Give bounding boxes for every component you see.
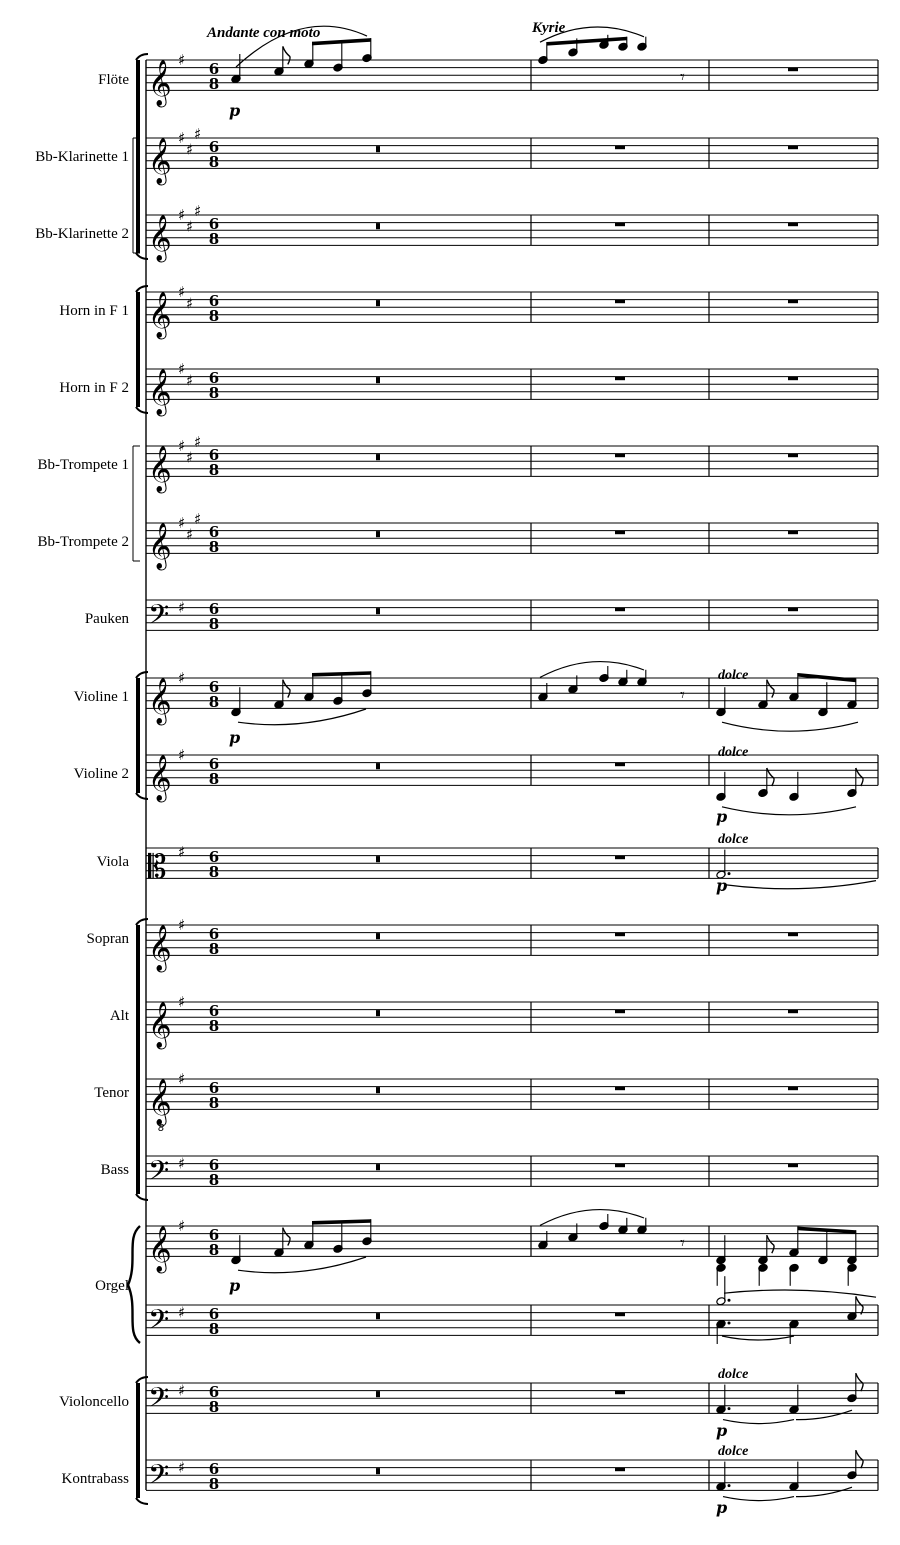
sharp-key-signature-icon: ♯ — [178, 993, 186, 1011]
sharp-key-signature-icon: ♯ — [178, 1381, 186, 1400]
note-flag — [767, 1235, 774, 1253]
staff-horn1 — [146, 292, 878, 322]
time-signature-denominator: 8 — [208, 1398, 220, 1416]
viola-half-note — [716, 850, 731, 880]
time-signature-numerator: 6 — [208, 925, 220, 943]
whole-rest-icon — [788, 531, 798, 535]
instrument-name-orgel: Orgel — [95, 1278, 129, 1294]
instrument-name-kontrabass: Kontrabass — [61, 1471, 129, 1487]
whole-measure-rest-icon — [376, 608, 380, 614]
sharp-key-signature-icon: ♯ — [194, 125, 202, 144]
bass-clef-icon: 𝄢 — [148, 1381, 170, 1420]
violin1-note — [818, 682, 828, 717]
whole-rest-icon — [788, 1164, 798, 1168]
time-signature-denominator: 8 — [208, 1171, 220, 1189]
bracket-bar — [136, 292, 140, 407]
whole-rest-icon — [788, 608, 798, 612]
violin2-note — [789, 772, 799, 802]
time-signature-numerator: 6 — [208, 292, 220, 310]
dynamic-piano: p — [229, 101, 241, 120]
whole-rest-icon — [615, 1010, 625, 1014]
violin1-slur — [540, 662, 644, 678]
whole-rest-icon — [615, 454, 625, 458]
instrument-name-horn-2: Horn in F 2 — [59, 380, 129, 396]
dynamic-piano: p — [716, 1498, 728, 1517]
dynamic-dolce: dolce — [718, 1444, 749, 1459]
note-flag — [856, 1450, 863, 1468]
augmentation-dot — [728, 872, 731, 875]
whole-measure-rest-icon — [376, 933, 380, 939]
treble-clef-icon: 𝄞 — [148, 60, 172, 106]
tie — [723, 1497, 794, 1501]
whole-measure-rest-icon — [376, 377, 380, 383]
staff-sopran — [146, 925, 878, 955]
flute-beam — [547, 37, 627, 46]
flute-note — [274, 46, 290, 76]
whole-measure-rest-icon — [376, 1010, 380, 1016]
staff-orgel-treble — [146, 1226, 878, 1256]
whole-measure-rest-icon — [376, 1391, 380, 1397]
treble-clef-icon: 𝄞 — [148, 1002, 172, 1048]
contrabass-note — [789, 1462, 799, 1492]
bass-clef-icon: 𝄢 — [148, 1154, 170, 1193]
whole-measure-rest-icon — [376, 146, 380, 152]
time-signature-denominator: 8 — [208, 1320, 220, 1338]
eighth-rest-icon: 𝄾 — [680, 1233, 685, 1254]
cello-note — [789, 1385, 799, 1415]
whole-rest-icon — [788, 933, 798, 937]
sharp-key-signature-icon: ♯ — [186, 371, 194, 390]
time-signature-numerator: 6 — [208, 848, 220, 866]
organ-note — [304, 1221, 314, 1250]
whole-measure-rest-icon — [376, 763, 380, 769]
organ-note — [789, 1263, 799, 1286]
sharp-key-signature-icon: ♯ — [186, 140, 194, 159]
note-flag — [767, 680, 774, 698]
time-signature-numerator: 6 — [208, 1460, 220, 1478]
organ-note — [847, 1230, 857, 1265]
sharp-key-signature-icon: ♯ — [194, 202, 202, 221]
dynamic-piano: p — [716, 876, 728, 895]
instrument-name-klarinette-1: Bb-Klarinette 1 — [35, 149, 129, 165]
sharp-key-signature-icon: ♯ — [178, 360, 186, 378]
time-signature-denominator: 8 — [208, 693, 220, 711]
flute-note — [333, 42, 343, 73]
organ-tie — [724, 1290, 876, 1297]
treble-clef-icon: 𝄞 — [148, 292, 172, 338]
whole-rest-icon — [788, 377, 798, 381]
organ-bass-note — [847, 1296, 863, 1321]
sharp-key-signature-icon: ♯ — [178, 51, 186, 69]
whole-measure-rest-icon — [376, 223, 380, 229]
staff-horn2 — [146, 369, 878, 399]
whole-rest-icon — [615, 223, 625, 227]
sharp-key-signature-icon: ♯ — [178, 842, 186, 861]
time-signature-numerator: 6 — [208, 446, 220, 464]
time-signature-denominator: 8 — [208, 153, 220, 171]
violin1-note — [231, 687, 241, 717]
violin2-slur — [722, 807, 856, 815]
organ-note — [362, 1219, 372, 1246]
staff-pauken — [146, 600, 878, 630]
organ-note — [818, 1230, 828, 1265]
viola-tie — [724, 881, 876, 889]
treble-clef-icon: 𝄞 — [148, 1079, 172, 1125]
section-title-kyrie: Kyrie — [532, 20, 566, 36]
whole-rest-icon — [615, 146, 625, 150]
sharp-key-signature-icon: ♯ — [194, 433, 202, 452]
instrument-name-pauken: Pauken — [84, 611, 129, 627]
violin1-note — [789, 673, 799, 702]
instrument-name-violine-1: Violine 1 — [73, 689, 129, 705]
time-signature-denominator: 8 — [208, 1017, 220, 1035]
dynamic-dolce: dolce — [718, 745, 749, 760]
time-signature-denominator: 8 — [208, 230, 220, 248]
sharp-key-signature-icon: ♯ — [186, 448, 194, 467]
sharp-key-signature-icon: ♯ — [178, 1070, 186, 1088]
violin2-note — [847, 768, 863, 798]
whole-measure-rest-icon — [376, 1313, 380, 1319]
time-signature-numerator: 6 — [208, 60, 220, 78]
time-signature-denominator: 8 — [208, 461, 220, 479]
violin1-note — [362, 671, 372, 698]
sub-bracket-trumpets — [133, 446, 140, 561]
augmentation-dot — [728, 1484, 731, 1487]
whole-measure-rest-icon — [376, 531, 380, 537]
note-flag — [856, 1373, 863, 1391]
whole-rest-icon — [615, 933, 625, 937]
organ-note — [789, 1227, 799, 1258]
whole-rest-icon — [615, 1391, 625, 1395]
organ-bass-note — [789, 1319, 799, 1344]
instrument-name-klarinette-2: Bb-Klarinette 2 — [35, 226, 129, 242]
whole-rest-icon — [615, 531, 625, 535]
note-flag — [283, 1228, 290, 1246]
sharp-key-signature-icon: ♯ — [178, 514, 186, 532]
instrument-name-floete: Flöte — [98, 72, 129, 88]
flute-note — [538, 42, 548, 65]
violin1-note — [274, 680, 290, 710]
sharp-key-signature-icon: ♯ — [178, 1154, 186, 1173]
instrument-name-alt: Alt — [109, 1008, 129, 1024]
cello-note — [716, 1385, 731, 1415]
bass-clef-icon: 𝄢 — [148, 598, 170, 637]
sharp-key-signature-icon: ♯ — [178, 598, 186, 617]
time-signature-numerator: 6 — [208, 523, 220, 541]
treble-clef-icon: 𝄞 — [148, 446, 172, 492]
instrument-name-trompete-1: Bb-Trompete 1 — [37, 457, 129, 473]
staff-bass — [146, 1156, 878, 1186]
whole-rest-icon — [788, 1087, 798, 1091]
sharp-key-signature-icon: ♯ — [178, 206, 186, 224]
octave-8-marker: 8 — [158, 1123, 165, 1134]
time-signature-denominator: 8 — [208, 75, 220, 93]
instrument-name-sopran: Sopran — [86, 931, 129, 947]
eighth-rest-icon: 𝄾 — [680, 67, 685, 88]
staff-trp2 — [146, 523, 878, 553]
whole-rest-icon — [615, 856, 625, 860]
staff-orgel-bass — [146, 1305, 878, 1335]
staff-kb — [146, 1460, 878, 1490]
whole-measure-rest-icon — [376, 1468, 380, 1474]
organ-note — [599, 1214, 609, 1231]
dynamic-dolce: dolce — [718, 832, 749, 847]
whole-rest-icon — [788, 223, 798, 227]
organ-bass-note — [716, 1319, 731, 1344]
whole-measure-rest-icon — [376, 300, 380, 306]
sharp-key-signature-icon: ♯ — [178, 1458, 186, 1477]
organ-note — [274, 1228, 290, 1258]
eighth-rest-icon: 𝄾 — [680, 685, 685, 706]
organ-slur — [540, 1210, 644, 1226]
time-signature-numerator: 6 — [208, 1079, 220, 1097]
contrabass-note — [716, 1462, 731, 1492]
organ-note — [847, 1263, 857, 1286]
staff-tenor — [146, 1079, 878, 1109]
instrument-name-violine-2: Violine 2 — [73, 766, 129, 782]
instrument-name-trompete-2: Bb-Trompete 2 — [37, 534, 129, 550]
sharp-key-signature-icon: ♯ — [186, 217, 194, 236]
time-signature-denominator: 8 — [208, 1241, 220, 1259]
bracket-bar — [136, 925, 140, 1194]
dynamic-dolce: dolce — [718, 1367, 749, 1382]
organ-note — [758, 1263, 768, 1286]
time-signature-numerator: 6 — [208, 678, 220, 696]
time-signature-denominator: 8 — [208, 384, 220, 402]
bass-clef-icon: 𝄢 — [148, 1303, 170, 1342]
sharp-key-signature-icon: ♯ — [178, 1303, 186, 1322]
whole-rest-icon — [615, 1468, 625, 1472]
time-signature-numerator: 6 — [208, 1383, 220, 1401]
whole-rest-icon — [615, 1164, 625, 1168]
time-signature-denominator: 8 — [208, 615, 220, 633]
whole-measure-rest-icon — [376, 454, 380, 460]
flute-note — [599, 35, 609, 50]
time-signature-numerator: 6 — [208, 138, 220, 156]
sharp-key-signature-icon: ♯ — [178, 283, 186, 301]
sharp-key-signature-icon: ♯ — [178, 746, 186, 764]
tempo-marking: Andante con moto — [207, 25, 321, 41]
organ-note — [716, 1235, 726, 1265]
organ-note — [758, 1235, 774, 1265]
violin2-note — [716, 772, 726, 802]
flute-note — [637, 37, 647, 52]
time-signature-denominator: 8 — [208, 1475, 220, 1493]
whole-rest-icon — [788, 146, 798, 150]
organ-tie — [722, 1336, 794, 1340]
dynamic-piano: p — [229, 1276, 241, 1295]
instrument-name-viola: Viola — [96, 854, 129, 870]
bracket-bar — [136, 678, 140, 793]
treble-clef-icon: 𝄞 — [148, 215, 172, 261]
sharp-key-signature-icon: ♯ — [178, 437, 186, 455]
bracket-cap-top — [136, 54, 148, 60]
time-signature-numerator: 6 — [208, 1156, 220, 1174]
time-signature-numerator: 6 — [208, 600, 220, 618]
augmentation-dot — [728, 1407, 731, 1410]
violin1-note — [333, 675, 343, 706]
flute-note — [304, 42, 314, 69]
sharp-key-signature-icon: ♯ — [186, 525, 194, 544]
whole-rest-icon — [615, 1087, 625, 1091]
whole-rest-icon — [615, 608, 625, 612]
violin1-note — [847, 679, 857, 710]
staff-viola — [146, 848, 878, 878]
instrument-name-tenor: Tenor — [94, 1085, 129, 1101]
violin1-slur — [722, 722, 858, 731]
note-flag — [283, 680, 290, 698]
treble-clef-icon: 𝄞 — [148, 678, 172, 724]
alto-clef-icon: 𝄡 — [148, 847, 167, 886]
time-signature-numerator: 6 — [208, 1305, 220, 1323]
sharp-key-signature-icon: ♯ — [178, 669, 186, 687]
dynamic-piano: p — [716, 807, 728, 826]
treble-clef-icon: 𝄞 — [148, 138, 172, 184]
augmentation-dot — [728, 1322, 731, 1325]
slur — [796, 1410, 852, 1419]
tie — [723, 1420, 794, 1424]
treble-clef-icon: 𝄞 — [148, 523, 172, 569]
violin2-note — [758, 768, 774, 798]
violin1-note — [304, 673, 314, 702]
organ-bass-half-note — [716, 1276, 731, 1306]
instrument-name-bass: Bass — [100, 1162, 129, 1178]
dynamic-piano: p — [229, 728, 241, 747]
whole-measure-rest-icon — [376, 1164, 380, 1170]
time-signature-denominator: 8 — [208, 863, 220, 881]
whole-rest-icon — [615, 763, 625, 767]
time-signature-denominator: 8 — [208, 307, 220, 325]
sharp-key-signature-icon: ♯ — [178, 916, 186, 934]
violin1-note — [758, 680, 774, 710]
whole-rest-icon — [788, 68, 798, 72]
staff-klar1 — [146, 138, 878, 168]
time-signature-denominator: 8 — [208, 1094, 220, 1112]
flute-note — [231, 54, 241, 84]
sharp-key-signature-icon: ♯ — [178, 129, 186, 147]
time-signature-numerator: 6 — [208, 1226, 220, 1244]
dynamic-dolce: dolce — [718, 668, 749, 683]
staff-klar2 — [146, 215, 878, 245]
whole-measure-rest-icon — [376, 856, 380, 862]
instrument-name-violoncello: Violoncello — [59, 1394, 129, 1410]
organ-note — [333, 1223, 343, 1254]
time-signature-numerator: 6 — [208, 369, 220, 387]
treble-clef-icon: 𝄞 — [148, 1226, 172, 1272]
staff-alt — [146, 1002, 878, 1032]
time-signature-denominator: 8 — [208, 538, 220, 556]
bracket-cap-bottom — [136, 1498, 148, 1504]
time-signature-numerator: 6 — [208, 215, 220, 233]
organ-slur — [238, 1257, 366, 1273]
time-signature-numerator: 6 — [208, 1002, 220, 1020]
staff-trp1 — [146, 446, 878, 476]
staff-floete — [146, 60, 878, 90]
organ-note — [231, 1235, 241, 1265]
bracket-bar — [136, 60, 140, 253]
time-signature-denominator: 8 — [208, 770, 220, 788]
whole-rest-icon — [615, 377, 625, 381]
bass-clef-icon: 𝄢 — [148, 1458, 170, 1497]
whole-rest-icon — [788, 454, 798, 458]
sharp-key-signature-icon: ♯ — [178, 1217, 186, 1235]
slur — [796, 1487, 852, 1496]
treble-clef-icon: 𝄞 — [148, 369, 172, 415]
time-signature-numerator: 6 — [208, 755, 220, 773]
sharp-key-signature-icon: ♯ — [194, 510, 202, 529]
dynamic-piano: p — [716, 1421, 728, 1440]
whole-rest-icon — [615, 300, 625, 304]
augmentation-dot — [728, 1299, 731, 1302]
note-flag — [283, 46, 290, 64]
treble-clef-icon: 𝄞 — [148, 755, 172, 801]
time-signature-denominator: 8 — [208, 940, 220, 958]
sharp-key-signature-icon: ♯ — [186, 294, 194, 313]
whole-measure-rest-icon — [376, 1087, 380, 1093]
treble-clef-icon: 𝄞 — [148, 925, 172, 971]
instrument-name-horn-1: Horn in F 1 — [59, 303, 129, 319]
whole-rest-icon — [788, 1010, 798, 1014]
staff-vc — [146, 1383, 878, 1413]
violin1-note — [599, 666, 609, 683]
organ-brace-icon — [128, 1226, 140, 1343]
violin1-note — [716, 687, 726, 717]
violin1-slur — [238, 709, 366, 725]
whole-rest-icon — [615, 1313, 625, 1317]
whole-rest-icon — [788, 300, 798, 304]
bracket-bar — [136, 1383, 140, 1498]
